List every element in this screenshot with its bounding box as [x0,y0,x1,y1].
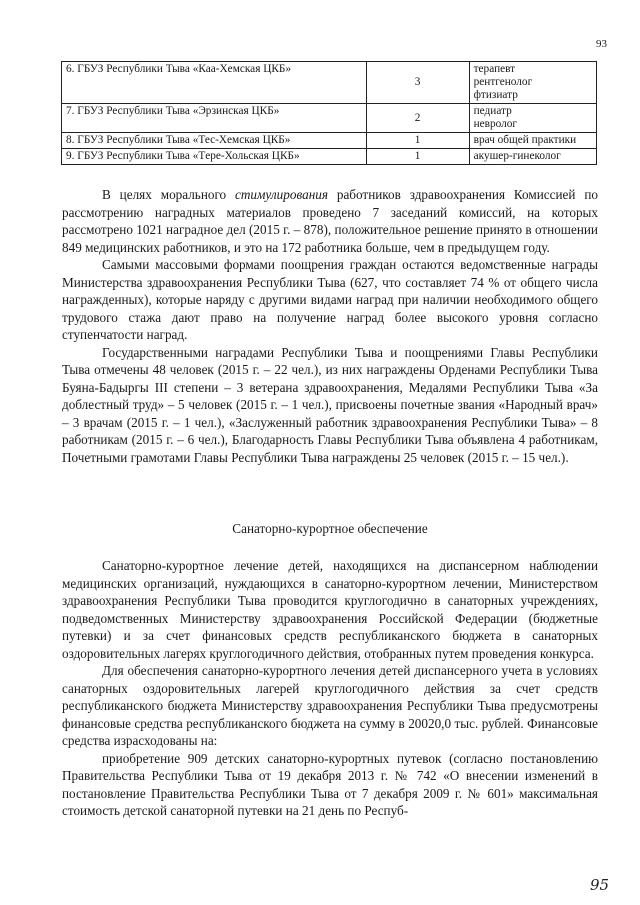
specialist-list [469,104,596,133]
specialist: врач общей практики [473,134,577,146]
facility-name: 7. ГБУЗ Республики Тыва «Эрзинская ЦКБ» [62,104,367,133]
handwritten-page-number: 95 [590,876,610,894]
specialist-list [469,62,596,104]
paragraph [62,186,598,256]
paragraph: Санаторно-курортное лечение детей, находящихся на диспансерном наблюдении медицинских организаций, нуждающихся в санаторно-курортном лечении, Министерством здравоохранения Республики Тыва проводится круглогодично в санаторных учреждениях, подведомственных Министерству здравоохранения Российской Федерации (бюджетные путевки) и за счет финансовых средств республиканского бюджета в санаторных оздоровительных лагерях круглогодичного действия, отобранных путем проведения конкурса. [62,558,598,661]
facility-name: 6. ГБУЗ Республики Тыва «Каа-Хемская ЦКБ» [62,62,367,104]
section-heading: Санаторно-курортное обеспечение [232,521,428,536]
paragraph-text: работников здравоохранения Комиссией по рассмотрению наградных материалов проведено 7 заседаний комиссий, на которых рассмотрено 1021 наградное дел (2015 г. – 878), положительное решение принято в отношении 849 медицинских работников, и это на 172 работника больше, чем в предыдущем году. [62,187,598,255]
paragraph-text: В целях морального [102,187,236,202]
emphasis-text: стимулирования [235,187,328,202]
specialist: педиатр [473,105,512,117]
paragraph: приобретение 909 детских санаторно-курортных путевок (согласно постановлению Правительства Республики Тыва от 19 декабря 2013 г. № 742 «О внесении изменений в постановление Правительства Республики Тыва от 7 декабря 2009 г. № 601» максимальная стоимость детской санаторной путевки на 21 день по Респуб- [62,750,598,818]
table-row [62,104,597,133]
specialist-list [469,133,596,149]
table-row [62,133,597,149]
facilities-table [61,61,597,165]
table-row [62,149,597,165]
specialist: акушер-гинеколог [473,150,561,162]
paragraph: Государственными наградами Республики Тыва и поощрениями Главы Республики Тыва отмечены 48 человек (2015 г. – 22 чел.), из них награждены Орденами Республики Тыва Буяна-Бадыргы III степени – 3 ветерана здравоохранения, Медалями Республики Тыва «За доблестный труд» – 5 человек (2015 г. – 1 чел.), присвоены почетные звания «Народный врач» – 3 врачам (2015 г. – 1 чел.), «Заслуженный работник здравоохранения Республики Тыва» – 8 работникам (2015 г. – 6 чел.), Благодарность Главы Республики Тыва объявлена 4 работникам, Почетными грамотами Главы Республики Тыва награждены 25 человек (2015 г. – 15 чел.). [62,344,598,465]
table-row [62,62,597,104]
page-number: 93 [596,38,607,50]
specialist: невролог [473,118,518,130]
specialist-count: 1 [366,133,469,149]
specialist: рентгенолог [473,76,533,88]
specialist-count: 1 [366,149,469,165]
specialist: фтизиатр [473,89,518,101]
specialist-count: 2 [366,104,469,133]
paragraph: Для обеспечения санаторно-курортного лечения детей диспансерного учета в условиях санаторных оздоровительных лагерей круглогодичного действия за счет средств республиканского бюджета Министерству здравоохранения Республики Тыва предусмотрены финансовые средства республиканского бюджета на сумму в 20020,0 тыс. рублей. Финансовые средства израсходованы на: [62,663,598,748]
facility-name: 8. ГБУЗ Республики Тыва «Тес-Хемская ЦКБ» [62,133,367,149]
awards-section [62,186,598,466]
specialist: терапевт [473,63,516,75]
specialist-list [469,149,596,165]
paragraph: Самыми массовыми формами поощрения граждан остаются ведомственные награды Министерства здравоохранения Республики Тыва (627, что составляет 74 % от общего числа награжденных), которые наряду с другими видами наград при наличии необходимого общего трудового стажа дают право на получение наград более высокого уровня согласно ступенчатости наград. [62,257,598,342]
sanatorium-section [62,557,598,820]
facility-name: 9. ГБУЗ Республики Тыва «Tере-Хольская ЦКБ» [62,149,367,165]
specialist-count: 3 [366,62,469,104]
